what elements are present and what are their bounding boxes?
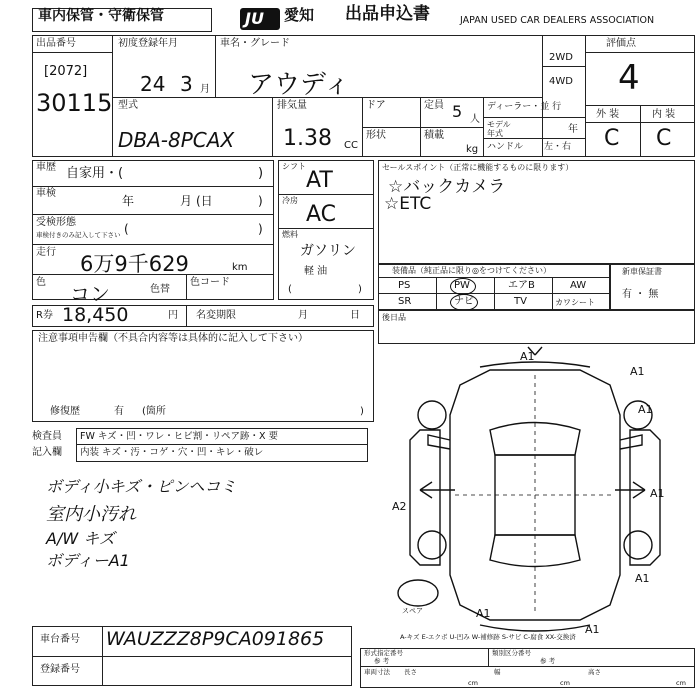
type-cert-label: 形式指定番号 (364, 649, 403, 657)
transfer-label: 名変期限 (196, 310, 236, 321)
spare-label: スペア (402, 607, 423, 615)
handwritten-note-4: ボディーA1 (46, 551, 130, 570)
trunk-block (378, 310, 695, 344)
fuel-diesel: 軽 油 (304, 266, 328, 277)
history-label: 車歴 (36, 162, 56, 173)
chassis-number: WAUZZZ8P9CA091865 (106, 628, 325, 650)
recycle-unit: 円 (168, 310, 178, 321)
ac-value: AC (306, 202, 337, 227)
repair-label: 修復歴 (50, 406, 80, 417)
size-label: 車両寸法 (364, 668, 390, 676)
sales-point-1: ☆バックカメラ (388, 177, 506, 197)
length-unit: cm (468, 679, 478, 687)
inspector-row-interior: 内装 キズ・汚・コゲ・穴・凹・キレ・破レ (80, 447, 264, 458)
lot-label: 出品番号 (36, 38, 76, 49)
warranty-options: 有 ・ 無 (622, 289, 659, 300)
inspector-row-exterior: FW キズ・凹・ワレ・ヒビ割・リペア跡・X 要 (80, 431, 279, 442)
inspector-label-1: 検査員 (32, 431, 62, 442)
first-reg-label: 初度登録年月 (118, 38, 178, 49)
height-label: 高さ (588, 668, 601, 676)
mileage-unit: km (232, 262, 248, 273)
history-close: ) (258, 166, 264, 181)
capacity-label: 定員 (424, 100, 444, 111)
model-year-label: モデル 年式 (487, 120, 511, 138)
inspection-year: 年 (122, 194, 135, 208)
damage-mark-front: A1 (520, 350, 535, 363)
exterior-label: 外 装 (596, 109, 620, 120)
transfer-month: 月 (298, 310, 308, 321)
damage-mark-rear: A1 (585, 623, 600, 636)
shift-label: シフト (282, 162, 306, 171)
sales-point-2: ☆ETC (384, 194, 432, 214)
load-unit: kg (466, 144, 479, 155)
car-name: アウディ (248, 70, 350, 100)
first-reg-year: 24 (140, 72, 166, 96)
classify-ref: 参 考 (540, 657, 556, 665)
exterior-grade: C (604, 126, 620, 151)
door-label: ドア (366, 100, 386, 111)
storage-note: 車内保管・守衛保管 (38, 8, 164, 24)
sales-points-label: セールスポイント（正常に機能するものに限ります） (382, 163, 574, 172)
inspection-day: (日 (196, 194, 213, 208)
first-reg-month-unit: 月 (200, 84, 210, 95)
damage-mark-right: A1 (650, 487, 665, 500)
inspection-month: 月 (180, 194, 193, 208)
drive-4wd: 4WD (549, 76, 573, 87)
color-value: コン (70, 282, 110, 306)
capacity-value: 5 (452, 102, 463, 121)
equip-navi: ナビ (454, 296, 474, 307)
mileage-label: 走行 (36, 247, 56, 258)
rating-score: 4 (618, 58, 640, 98)
inspector-label-2: 記入欄 (32, 447, 62, 458)
fuel-open: ( (288, 284, 292, 295)
displacement-value: 1.38 (283, 126, 332, 151)
equip-sr: SR (398, 296, 412, 307)
rating-label: 評価点 (606, 38, 636, 49)
shift-value: AT (306, 168, 333, 193)
capacity-unit: 人 (470, 114, 480, 125)
right-mirror (620, 435, 642, 449)
front-left-wheel (418, 401, 446, 429)
equip-leather: カワシート (555, 298, 595, 307)
type-cert-ref: 参 考 (374, 657, 390, 665)
model-code: DBA-8PCAX (118, 128, 235, 152)
brand-region: 愛知 (284, 6, 315, 24)
receipt-close: ) (258, 222, 263, 236)
equip-airbag: エアB (508, 280, 535, 291)
length-label: 長さ (404, 668, 417, 676)
association-name: JAPAN USED CAR DEALERS ASSOCIATION (460, 15, 655, 26)
car-damage-diagram (380, 345, 698, 645)
steering-label: ハンドル (487, 142, 524, 152)
damage-legend: A-キズ E-エクボ U-凹み W-補修跡 S-サビ C-腐食 XX-交換済 (400, 633, 576, 641)
height-unit: cm (676, 679, 686, 687)
recycle-label: R券 (36, 310, 53, 321)
repair-part: (箇所 (142, 406, 166, 417)
equip-pw: PW (454, 280, 470, 291)
trunk-label: 後日品 (382, 313, 406, 322)
notes-label: 注意事項申告欄（不具合内容等は具体的に記入して下さい） (38, 333, 308, 344)
equip-tv: TV (514, 296, 527, 307)
lot-number: 30115 (36, 89, 113, 117)
recycle-value: 18,450 (62, 304, 129, 326)
width-label: 幅 (494, 668, 501, 676)
inspection-label: 車検 (36, 188, 56, 199)
displacement-label: 排気量 (277, 100, 307, 111)
repair-close: ) (360, 406, 364, 417)
rear-left-wheel (418, 531, 446, 559)
left-mirror (428, 435, 450, 449)
form-title: 出品申込書 (345, 4, 430, 24)
fuel-close: ) (358, 284, 362, 295)
displacement-unit: CC (344, 140, 358, 151)
model-label: 型式 (118, 100, 138, 111)
fuel-value: ガソリン (300, 243, 356, 259)
first-reg-month: 3 (180, 72, 193, 96)
spare-tire (398, 580, 438, 606)
ac-label: 冷房 (282, 196, 298, 205)
car-name-label: 車名・グレード (220, 38, 290, 49)
equip-pw-circle (450, 278, 476, 295)
history-block (32, 160, 274, 300)
steering-options: 左・右 (544, 142, 572, 152)
inspection-close: ) (258, 194, 263, 208)
color-label: 色 (36, 277, 46, 288)
equipment-label: 装備品（純正品に限り◎をつけてください） (392, 266, 551, 275)
equip-ps: PS (398, 280, 411, 291)
receipt-note: 車検付きのみ記入して下さい (36, 231, 121, 239)
interior-grade: C (656, 126, 672, 151)
equip-navi-circle (450, 294, 478, 311)
receipt-open: ( (124, 222, 129, 236)
fuel-label: 燃料 (282, 230, 298, 239)
lot-bracket-code: [2072] (44, 64, 88, 79)
equip-aw: AW (570, 280, 587, 291)
damage-mark-right-top: A1 (638, 403, 653, 416)
chassis-label: 車台番号 (40, 634, 80, 645)
repair-value: 有 (114, 406, 124, 417)
handwritten-note-1: ボディ小キズ・ピンヘコミ (46, 477, 237, 496)
warranty-label: 新車保証書 (622, 267, 662, 276)
shape-label: 形状 (366, 130, 386, 141)
interior-label: 内 装 (652, 109, 676, 120)
history-value: 自家用・( (66, 166, 124, 181)
color-change-label: 色替 (150, 284, 170, 295)
dealer-label: ディーラー・並 行 (487, 102, 562, 112)
brand-logo (240, 8, 280, 30)
brand-mark: JU (245, 9, 264, 28)
handwritten-note-2: 室内小汚れ (46, 504, 136, 525)
handwritten-note-3: A/W キズ (46, 529, 115, 548)
rear-right-wheel (624, 531, 652, 559)
left-side-panel (410, 430, 440, 565)
load-label: 積載 (424, 130, 444, 141)
model-year-unit: 年 (568, 124, 578, 135)
rear-bumper (480, 625, 590, 631)
width-unit: cm (560, 679, 570, 687)
color-code-label: 色コード (190, 277, 230, 288)
front-bumper (480, 362, 590, 367)
damage-mark-rear-right: A1 (635, 572, 650, 585)
mileage-value: 6万9千629 (80, 252, 189, 276)
damage-mark-rear-left: A1 (476, 607, 491, 620)
registration-number-label: 登録番号 (40, 664, 80, 675)
damage-mark-left: A2 (392, 500, 407, 513)
damage-mark-front-right: A1 (630, 365, 645, 378)
drive-2wd: 2WD (549, 52, 573, 63)
transfer-day: 日 (350, 310, 360, 321)
receipt-label: 受検形態 (36, 217, 76, 228)
classify-label: 類別区分番号 (492, 649, 531, 657)
